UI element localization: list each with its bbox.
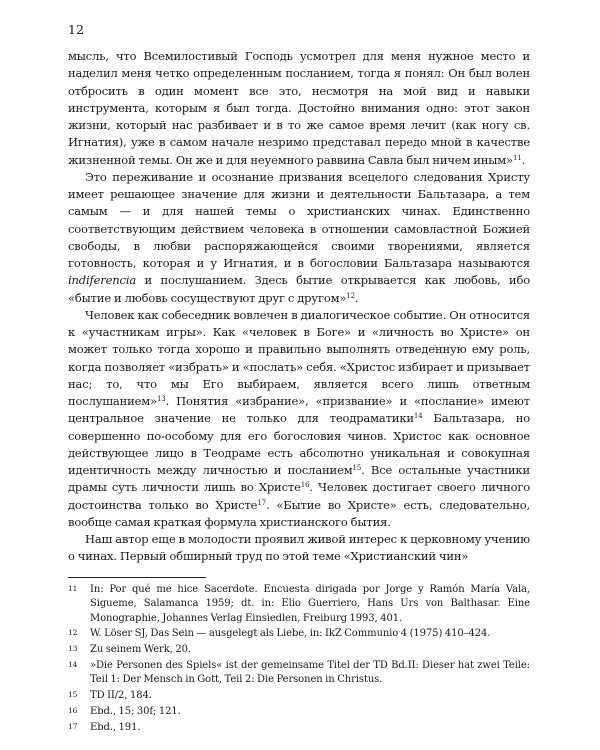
footnote-number: 12	[68, 628, 78, 638]
footnote-number: 15	[68, 690, 78, 700]
footnote-17	[68, 721, 530, 735]
text-run: . «Бытие во Христе» есть, следовательно, вообще самая краткая формула христианского бытия.	[68, 497, 530, 529]
footnote-number: 17	[68, 721, 78, 731]
footnote-12	[68, 627, 530, 641]
footnote-13	[68, 643, 530, 657]
page-number: 12	[68, 22, 84, 37]
footnote-ref: 16	[300, 481, 310, 490]
text-run: . Все остальные участники драмы суть личности лишь во Христе	[68, 463, 530, 495]
text-run: .	[354, 290, 359, 305]
footnote-ref: 13	[156, 395, 166, 403]
footnote-text: W. Löser SJ, Das Sein — ausgelegt als Liebe, in: IkZ Communio 4 (1975) 410–424.	[90, 628, 491, 640]
footnote-ref: 14	[413, 412, 423, 421]
footnotes	[68, 583, 530, 736]
paragraph-p2	[68, 169, 530, 307]
text-run: Наш автор еще в молодости проявил живой интерес к церковному учению о чинах. Первый обширный труд по этой теме «Христианский чин»	[68, 532, 530, 564]
text-run: Бальтазара, но совершенно по-особому для его богословия чинов. Христос как основное действующее лицо в Теодраме есть абсолютно уникальная и совокупная идентичность между личностью и посланием	[68, 411, 530, 477]
text-run: Человек как собеседник вовлечен в диалогическое событие. Он относится к «участникам игры». Как «человек в Боге» и «личность во Христе» он может только тогда хорошо и правильно выполнять отведенную ему роль, когда позволяет «избрать» и «послать» себя. «Христос избирает и призывает нас; то, что мы Его выбираем, является всего лишь ответным послушанием»	[68, 307, 530, 408]
footnote-number: 13	[68, 644, 78, 654]
paragraph-p3	[68, 307, 530, 531]
footnote-text: »Die Personen des Spiels« ist der gemeinsame Titel der TD Bd.II: Dieser hat zwei Teile: Teil 1: Der Mensch in Gott, Teil 2: Die Personen in Christus.	[90, 659, 530, 686]
footnote-text: Zu seinem Werk, 20.	[90, 644, 191, 656]
footnote-14	[68, 659, 530, 688]
footnote-number: 11	[68, 584, 78, 593]
footnote-ref: 12	[346, 291, 355, 300]
footnote-text: In: Por qué me hice Sacerdote. Encuesta dirigada por Jorge y Ramón María Vala, Sigueme, Salamanca 1959; dt. in: Elio Guerriero, Hans Urs von Balthasar. Eine Monographie, Johannes Verlag Einsiedlen, Freiburg 1993, 401.	[90, 584, 530, 624]
text-run: мысль, что Всемилостивый Господь усмотрел для меня нужное место и наделил меня четко определенным посланием, тогда я понял: Он был волен отбросить в один момент все это, несмотря на мой вид и навыки инструмента, которым я был тогда. Достойно внимания одно: этот закон жизни, который нас разбивает и в то же самое время лечит (как ногу св. Игнатия), уже в самом начале незримо представал передо мной в качестве жизненной темы. Он же и для неуемного раввина Савла был ничем иным»	[68, 49, 530, 167]
footnote-text: Ebd., 191.	[90, 721, 141, 733]
italic-term: indiferencia	[68, 273, 137, 288]
footnote-ref: 15	[352, 464, 362, 472]
text-run: . Человек достигает своего личного достоинства только во Христе	[68, 480, 530, 512]
footnote-11	[68, 583, 530, 626]
footnote-15	[68, 689, 530, 703]
footnote-number: 14	[68, 659, 78, 669]
footnote-divider	[68, 577, 206, 578]
text-run: и послушанием. Здесь бытие открывается как любовь, ибо «бытие и любовь сосуществуют друг с другом»	[68, 273, 530, 305]
text-run: Это переживание и осознание призвания всецелого следования Христу имеет решающее значение для жизни и деятельности Бальтазара, а тем самым — и для нашей темы о христианских чинах. Единственно соответствующим действием человека в отношении самовластной Божией свободы, в любви распоряжающейся своими творениями, является готовность, которая и у Игнатия, и в богословии Бальтазара называются	[68, 169, 530, 270]
footnote-ref: 11	[512, 153, 522, 162]
paragraph-p4	[68, 531, 530, 566]
footnote-text: TD II/2, 184.	[90, 690, 152, 702]
text-run: . Понятия «избрание», «призвание» и «послание» имеют центральное значение не только для теодраматики	[68, 394, 530, 426]
footnote-ref: 17	[257, 498, 266, 507]
footnote-16	[68, 705, 530, 719]
text-run: .	[521, 152, 526, 167]
body-text	[68, 48, 530, 566]
footnote-number: 16	[68, 705, 78, 715]
paragraph-p1	[68, 48, 530, 169]
footnote-text: Ebd., 15; 30f; 121.	[90, 705, 181, 717]
